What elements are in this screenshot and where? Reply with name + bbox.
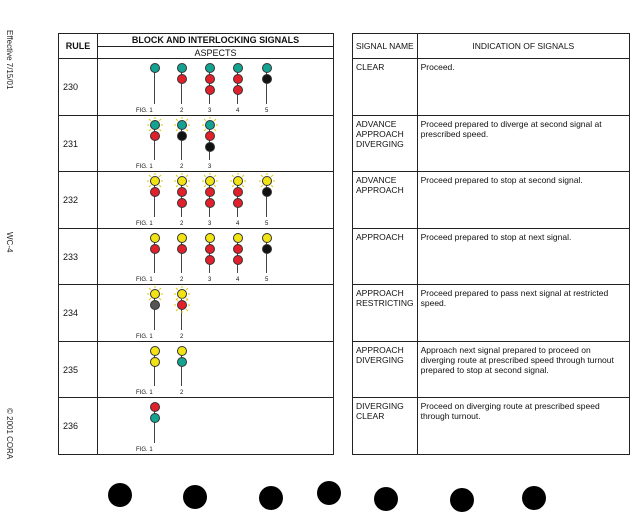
signal-lamp-red (177, 187, 187, 197)
figure-label: FIG. 1 (136, 277, 153, 283)
aspect-row (59, 398, 334, 455)
signal-lamp-yellow (150, 176, 160, 186)
signal-lamp-red (177, 74, 187, 84)
indication-row (353, 116, 630, 172)
indication-row (353, 59, 630, 116)
signal-lamp-red (205, 131, 215, 141)
signal-lamp-red (233, 255, 243, 265)
indication-row (353, 172, 630, 229)
binder-hole (450, 488, 474, 512)
aspect-row (59, 229, 334, 285)
figure-label: 2 (180, 390, 184, 396)
signal-lamp-yellow (150, 357, 160, 367)
signal-lamp-yellow (177, 176, 187, 186)
signal-lamp-yellow (205, 233, 215, 243)
signal-lamp-green (205, 120, 215, 130)
figure-label: 5 (265, 221, 269, 227)
signal-lamp-green (177, 120, 187, 130)
figure-label: FIG. 1 (136, 164, 153, 170)
signal-lamp-red (205, 198, 215, 208)
signal-indication: Approach next signal prepared to proceed on diverging route at prescribed speed through turnout prepared to stop at second signal. (417, 342, 629, 398)
figure-label: 3 (208, 164, 212, 170)
signal-lamp-red (150, 402, 160, 412)
signal-indication: Proceed. (417, 59, 629, 116)
figure-label: 3 (208, 277, 212, 283)
binder-hole (259, 486, 283, 510)
signal-lamp-black (262, 187, 272, 197)
table-title: BLOCK AND INTERLOCKING SIGNALS (98, 34, 334, 47)
signal-lamp-black (205, 142, 215, 152)
signal-lamp-red (205, 244, 215, 254)
binder-hole (317, 481, 341, 505)
signal-lamp-green (177, 357, 187, 367)
signal-name-header: SIGNAL NAME (353, 34, 418, 59)
aspect-cell (98, 116, 334, 172)
figure-label: 2 (180, 334, 184, 340)
rule-number: 232 (59, 172, 98, 229)
signal-lamp-green (150, 120, 160, 130)
indication-row (353, 342, 630, 398)
signal-lamp-black (262, 244, 272, 254)
signal-name: CLEAR (353, 59, 418, 116)
binder-hole (522, 486, 546, 510)
signal-lamp-black (262, 74, 272, 84)
figure-label: FIG. 1 (136, 447, 153, 453)
signal-name: ADVANCE APPROACH (353, 172, 418, 229)
rule-number: 235 (59, 342, 98, 398)
signal-lamp-red (233, 244, 243, 254)
figure-label: 2 (180, 108, 184, 114)
signal-lamp-yellow (150, 346, 160, 356)
signal-lamp-green (150, 63, 160, 73)
figure-label: 2 (180, 221, 184, 227)
rule-number: 234 (59, 285, 98, 342)
signal-lamp-green (233, 63, 243, 73)
signal-lamp-red (150, 244, 160, 254)
signal-lamp-green (150, 413, 160, 423)
signal-lamp-yellow (233, 233, 243, 243)
signal-lamp-red (205, 74, 215, 84)
signal-lamp-black (177, 131, 187, 141)
signal-name: ADVANCE APPROACH DIVERGING (353, 116, 418, 172)
aspect-cell (98, 229, 334, 285)
signal-lamp-red (205, 85, 215, 95)
indication-row (353, 398, 630, 455)
binder-hole (108, 483, 132, 507)
signal-indication: Proceed on diverging route at prescribed speed through turnout. (417, 398, 629, 455)
figure-label: 3 (208, 221, 212, 227)
figure-label: 4 (236, 277, 240, 283)
figure-label: FIG. 1 (136, 108, 153, 114)
aspect-cell (98, 59, 334, 116)
aspects-header: ASPECTS (98, 47, 334, 59)
signal-lamp-yellow (150, 289, 160, 299)
signal-lamp-red (205, 255, 215, 265)
signal-lamp-red (233, 85, 243, 95)
signal-lamp-red (150, 187, 160, 197)
signal-name: APPROACH (353, 229, 418, 285)
signal-lamp-red (177, 244, 187, 254)
signal-indication: Proceed prepared to diverge at second signal at prescribed speed. (417, 116, 629, 172)
aspect-row (59, 116, 334, 172)
aspect-cell (98, 285, 334, 342)
aspect-row (59, 342, 334, 398)
copyright: © 2001 CORA (5, 408, 14, 460)
figure-label: 5 (265, 108, 269, 114)
rule-number: 230 (59, 59, 98, 116)
signal-lamp-yellow (150, 233, 160, 243)
signal-indication: Proceed prepared to pass next signal at restricted speed. (417, 285, 629, 342)
signal-indication: Proceed prepared to stop at second signal. (417, 172, 629, 229)
aspect-cell (98, 398, 334, 455)
figure-label: FIG. 1 (136, 390, 153, 396)
signal-lamp-red (150, 131, 160, 141)
aspect-row (59, 59, 334, 116)
signal-lamp-green (177, 63, 187, 73)
signal-name: APPROACH DIVERGING (353, 342, 418, 398)
signals-aspects-table (58, 33, 334, 455)
page-number: WC-4 (5, 232, 14, 253)
signal-lamp-yellow (233, 176, 243, 186)
signal-lamp-yellow (262, 176, 272, 186)
signal-lamp-yellow (177, 233, 187, 243)
signal-lamp-red (205, 187, 215, 197)
aspect-cell (98, 342, 334, 398)
figure-label: FIG. 1 (136, 221, 153, 227)
signal-indications-table (352, 33, 630, 455)
rule-number: 233 (59, 229, 98, 285)
figure-label: 5 (265, 277, 269, 283)
signal-lamp-green (205, 63, 215, 73)
aspect-row (59, 172, 334, 229)
signal-lamp-red (233, 187, 243, 197)
binder-hole (374, 487, 398, 511)
indication-row (353, 229, 630, 285)
figure-label: FIG. 1 (136, 334, 153, 340)
signal-lamp-yellow (262, 233, 272, 243)
aspect-row (59, 285, 334, 342)
figure-label: 3 (208, 108, 212, 114)
signal-lamp-red (177, 300, 187, 310)
signal-name: APPROACH RESTRICTING (353, 285, 418, 342)
binder-hole (183, 485, 207, 509)
signal-lamp-red (177, 198, 187, 208)
figure-label: 4 (236, 221, 240, 227)
aspect-cell (98, 172, 334, 229)
effective-date: Effective 7/15/01 (5, 30, 14, 90)
figure-label: 2 (180, 164, 184, 170)
rule-number: 236 (59, 398, 98, 455)
signal-lamp-darkgray (150, 300, 160, 310)
signal-indication: Proceed prepared to stop at next signal. (417, 229, 629, 285)
signal-name: DIVERGING CLEAR (353, 398, 418, 455)
indication-row (353, 285, 630, 342)
indication-header: INDICATION OF SIGNALS (417, 34, 629, 59)
signal-lamp-yellow (177, 346, 187, 356)
signal-lamp-yellow (205, 176, 215, 186)
signal-lamp-red (233, 198, 243, 208)
signal-lamp-green (262, 63, 272, 73)
figure-label: 4 (236, 108, 240, 114)
signal-lamp-red (233, 74, 243, 84)
rule-header: RULE (59, 34, 98, 59)
rule-number: 231 (59, 116, 98, 172)
figure-label: 2 (180, 277, 184, 283)
